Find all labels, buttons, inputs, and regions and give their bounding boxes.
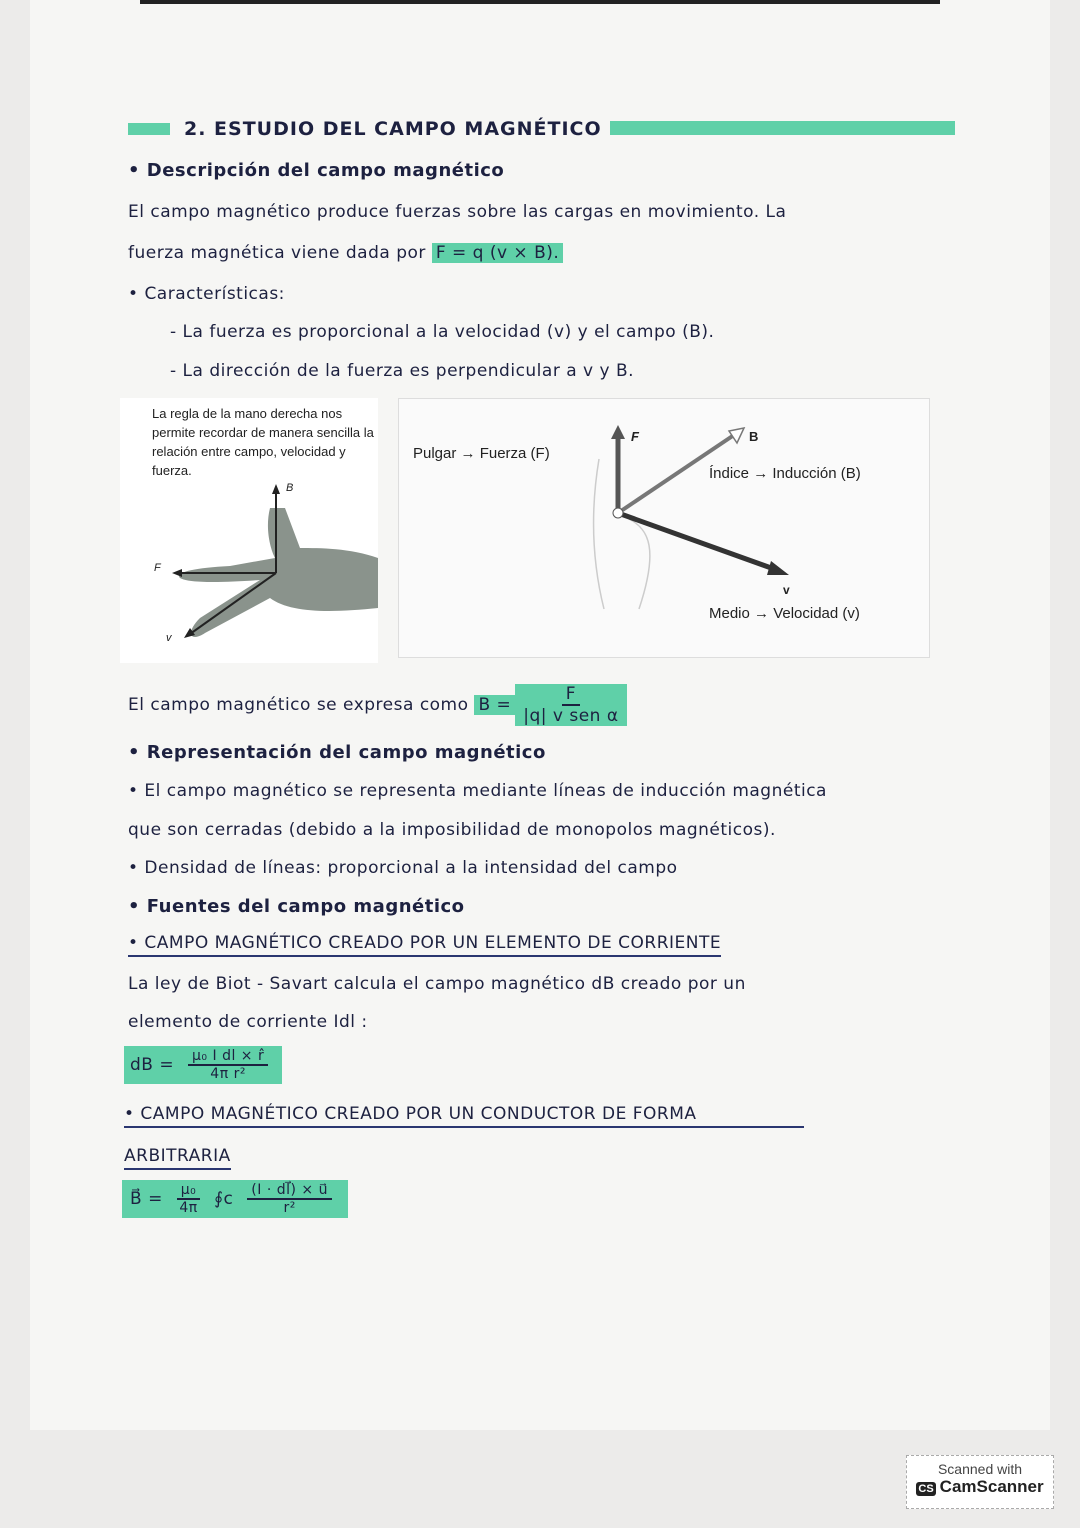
- biot-savart-formula: dB = $\frac{\text{μ₀ I dl × r̂}}{\text{4π r²}}$: [124, 1046, 282, 1084]
- camscanner-logo-icon: CS: [918, 1483, 934, 1495]
- expresion-line: El campo magnético se expresa como B = $\frac{F}{\text{|q| v sen α}}$: [128, 684, 627, 726]
- caracteristicas-label: • Características:: [128, 284, 285, 304]
- pulgar-label: Pulgar → Fuerza (F): [413, 445, 550, 462]
- text-line: El campo magnético produce fuerzas sobre las cargas en movimiento. La: [128, 202, 787, 222]
- hand-illustration: [120, 398, 378, 663]
- heading-representacion: • Representación del campo magnético: [128, 742, 546, 763]
- hand-drawing: [120, 398, 378, 663]
- highlight-mark: [610, 121, 955, 135]
- v-arrow: [618, 513, 774, 569]
- vector-v-label: v: [166, 632, 172, 644]
- text-line: fuerza magnética viene dada por F = q (v × B).: [128, 243, 563, 263]
- subheading-arbitraria: ARBITRARIA: [124, 1146, 231, 1170]
- text-line: • Densidad de líneas: proporcional a la intensidad del campo: [128, 858, 678, 878]
- list-item: - La fuerza es proporcional a la velocidad (v) y el campo (B).: [170, 322, 715, 342]
- arrow-b-label: B: [749, 429, 759, 444]
- medio-label: Medio → Velocidad (v): [709, 605, 860, 622]
- highlight-mark: [128, 123, 170, 135]
- vector-diagram: [398, 398, 930, 658]
- force-formula: F = q (v × B).: [432, 243, 563, 263]
- indice-label: Índice → Inducción (B): [709, 465, 861, 482]
- camscanner-watermark: Scanned with CS CamScanner: [906, 1455, 1054, 1509]
- b-formula-lhs: B =: [474, 695, 515, 715]
- text-line: La ley de Biot - Savart calcula el campo magnético dB creado por un: [128, 974, 746, 994]
- text-line: que son cerradas (debido a la imposibilidad de monopolos magnéticos).: [128, 820, 776, 840]
- arrow-f-label: F: [631, 429, 639, 444]
- b-formula-fraction: $\frac{F}{\text{|q| v sen α}}$: [515, 684, 626, 726]
- text-line: elemento de corriente Idl :: [128, 1012, 368, 1032]
- subheading-elemento: • CAMPO MAGNÉTICO CREADO POR UN ELEMENTO DE CORRIENTE: [128, 933, 721, 957]
- subheading-conductor: • CAMPO MAGNÉTICO CREADO POR UN CONDUCTOR DE FORMA: [124, 1104, 804, 1128]
- text-line: • El campo magnético se representa mediante líneas de inducción magnética: [128, 781, 827, 801]
- right-hand-rule-figure: [120, 398, 930, 663]
- vector-f-label: F: [154, 562, 161, 574]
- heading-descripcion: • Descripción del campo magnético: [128, 160, 505, 181]
- figure-caption: La regla de la mano derecha nos permite recordar de manera sencilla la relación entre campo, velocidad y fuerza.: [152, 406, 374, 478]
- scan-edge: [140, 0, 940, 4]
- list-item: - La dirección de la fuerza es perpendicular a v y B.: [170, 361, 635, 381]
- conductor-formula: B⃗ = $\frac{\text{μ₀}}{4\pi}$ ∮c $\frac{(I \cdot dl⃗) \times u⃗}{\text{r²}}$: [122, 1180, 348, 1218]
- vector-b-label: B: [286, 482, 294, 494]
- heading-fuentes: • Fuentes del campo magnético: [128, 896, 465, 917]
- section-title: 2. ESTUDIO DEL CAMPO MAGNÉTICO: [128, 118, 955, 140]
- arrow-v-label: v: [783, 583, 790, 597]
